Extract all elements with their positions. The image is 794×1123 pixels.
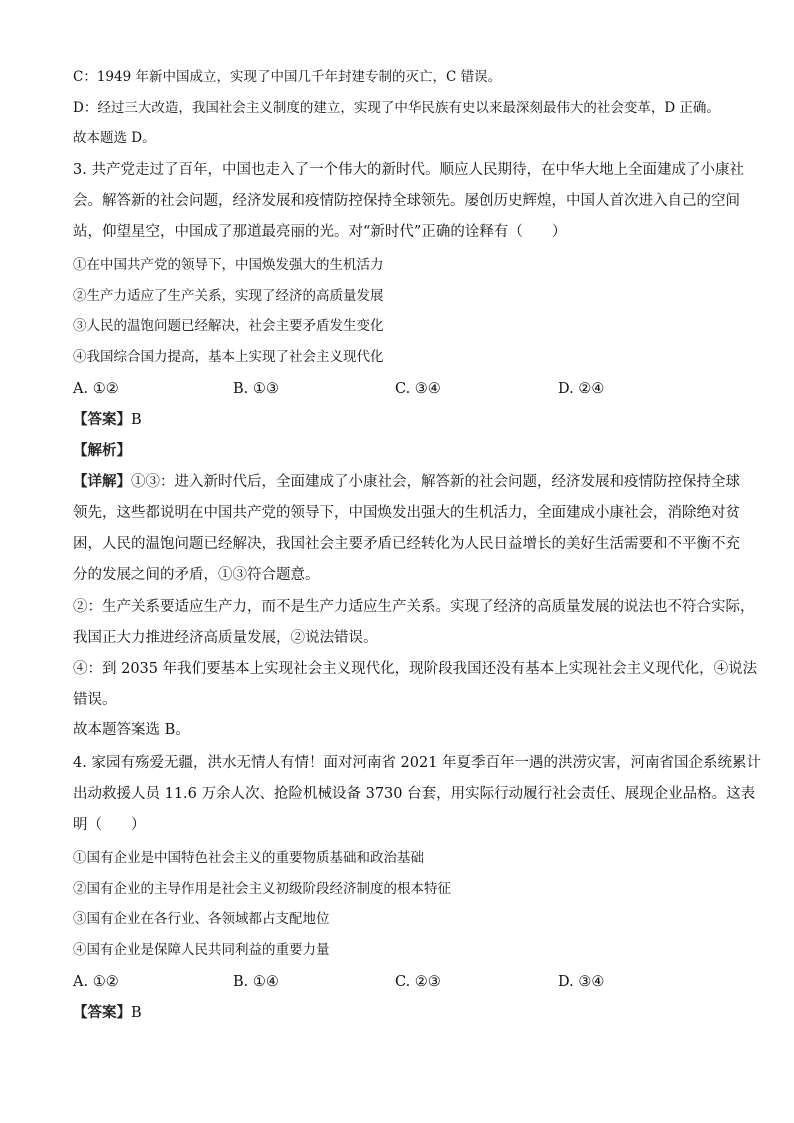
detail-line: 分的发展之间的矛盾，①③符合题意。	[73, 567, 320, 583]
question-3-stem: 会。解答新的社会问题，经济发展和疫情防控保持全球领先。屡创历史辉煌，中国人首次进入自己的空间	[73, 193, 740, 209]
detail-line: 我国正大力推进经济高质量发展，②说法错误。	[73, 630, 378, 646]
option-a: A. ①②	[73, 974, 119, 990]
analysis-heading	[73, 441, 733, 461]
option-a: A. ①②	[73, 381, 119, 397]
question-3-options	[73, 379, 733, 399]
question-3-statement: ④我国综合国力提高，基本上实现了社会主义现代化	[73, 349, 384, 365]
question-4-statement: ②国有企业的主导作用是社会主义初级阶段经济制度的根本特征	[73, 881, 451, 897]
text-line: C：1949 年新中国成立，实现了中国几千年封建专制的灭亡，C 错误。	[73, 69, 502, 85]
option-c: C. ③④	[395, 381, 441, 397]
detail-line	[73, 472, 740, 492]
question-4-statement: ③国有企业在各行业、各领域都占支配地位	[73, 911, 330, 927]
question-3-statement: ③人民的温饱问题已经解决，社会主要矛盾发生变化	[73, 318, 384, 334]
question-4-answer	[73, 1003, 733, 1023]
question-3-stem: 3. 共产党走过了百年，中国也走入了一个伟大的新时代。顺应人民期待，在中华大地上全面建成了小康社	[73, 162, 744, 178]
option-c: C. ②③	[395, 974, 441, 990]
option-d: D. ③④	[558, 974, 605, 990]
option-b: B. ①④	[233, 974, 279, 990]
detail-text: ①③：进入新时代后，全面建成了小康社会，解答新的社会问题，经济发展和疫情防控保持全球	[131, 474, 740, 490]
question-4-statement: ①国有企业是中国特色社会主义的重要物质基础和政治基础	[73, 850, 424, 866]
detail-line: 困，人民的温饱问题已经解决，我国社会主要矛盾已经转化为人民日益增长的美好生活需要和不平衡不充	[73, 536, 740, 552]
question-4-options	[73, 972, 733, 992]
detail-tag: 【详解】	[73, 474, 131, 490]
question-3-statement: ①在中国共产党的领导下，中国焕发强大的生机活力	[73, 257, 384, 273]
detail-line: ④：到 2035 年我们要基本上实现社会主义现代化，现阶段我国还没有基本上实现社会主义现代化，④说法	[73, 661, 758, 677]
question-4-stem: 4. 家园有殇爱无疆，洪水无情人有情！面对河南省 2021 年夏季百年一遇的洪涝灾害，河南省国企系统累计	[73, 755, 762, 771]
analysis-tag: 【解析】	[73, 443, 131, 459]
detail-line: 错误。	[73, 692, 117, 708]
answer-tag: 【答案】	[73, 412, 131, 428]
answer-tag: 【答案】	[73, 1005, 131, 1021]
detail-line: 领先，这些都说明在中国共产党的领导下，中国焕发出强大的生机活力，全面建成小康社会，消除绝对贫	[73, 505, 740, 521]
question-4-stem: 明（ ）	[73, 817, 146, 833]
detail-line: ②：生产关系要适应生产力，而不是生产力适应生产关系。实现了经济的高质量发展的说法也不符合实际，	[73, 599, 755, 615]
question-4-statement: ④国有企业是保障人民共同利益的重要力量	[73, 942, 330, 958]
answer-value: B	[131, 412, 142, 428]
detail-line: 故本题答案选 B。	[73, 722, 190, 738]
question-3-answer	[73, 410, 733, 430]
question-3-statement: ②生产力适应了生产关系，实现了经济的高质量发展	[73, 288, 384, 304]
text-line: 故本题选 D。	[73, 130, 156, 146]
option-d: D. ②④	[558, 381, 605, 397]
text-line: D：经过三大改造，我国社会主义制度的建立，实现了中华民族有史以来最深刻最伟大的社会变革，D 正确。	[73, 100, 720, 116]
answer-value: B	[131, 1005, 142, 1021]
question-4-stem: 出动救援人员 11.6 万余人次、抢险机械设备 3730 台套，用实际行动履行社会责任、展现企业品格。这表	[73, 786, 756, 802]
option-b: B. ①③	[233, 381, 279, 397]
question-3-stem: 站，仰望星空，中国成了那道最亮丽的光。对“新时代”正确的诠释有（ ）	[73, 224, 567, 240]
